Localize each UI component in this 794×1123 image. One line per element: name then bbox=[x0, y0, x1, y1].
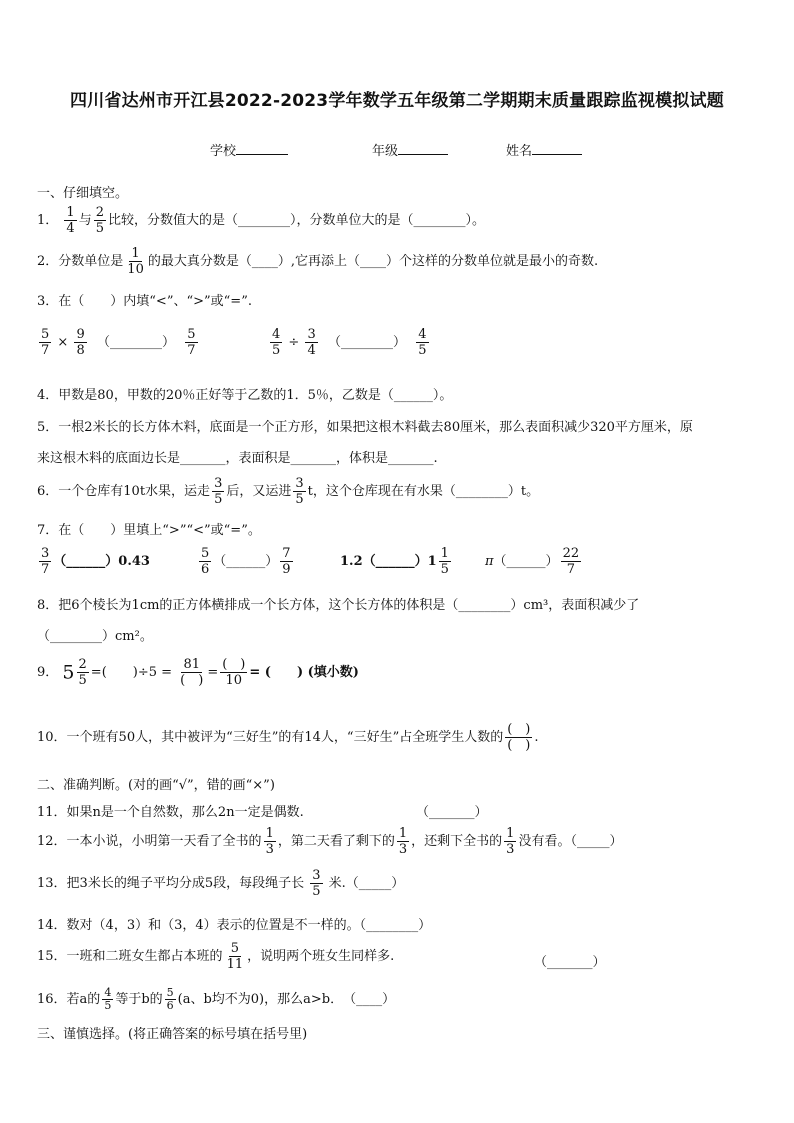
question-15: 15．一班和二班女生都占本班的 $\frac{5}{11}$ ，说明两个班女生同样多. bbox=[37, 941, 395, 972]
question-1: 1． $\frac{1}{4}$ 与 $\frac{2}{5}$ 比较，分数值大的是（________），分数单位大的是（________）。 bbox=[37, 205, 486, 236]
answer-blank[interactable]: （________） bbox=[328, 335, 407, 350]
question-7-item-3: 1.2（______）1 $\frac{1}{5}$ bbox=[340, 546, 449, 577]
question-3-item-a: $\frac{5}{7}$ × $\frac{9}{8}$ （________） $\frac{5}{7}$ bbox=[41, 327, 196, 358]
question-3: 3．在（ ）内填“<”、“>”或“=”. bbox=[37, 294, 252, 309]
question-5-line-2: 来这根木料的底面边长是_______，表面积是_______，体积是_______. bbox=[37, 451, 438, 466]
question-5: 5．一根2米长的长方体木料，底面是一个正方形，如果把这根木料截去80厘米，那么表面积减少320平方厘米，原 bbox=[37, 420, 693, 435]
name-field[interactable]: 姓名 bbox=[506, 140, 582, 159]
question-7: 7．在（ ）里填上“>”“<”或“=”。 bbox=[37, 523, 261, 538]
question-7-item-2: $\frac{5}{6}$ （______） $\frac{7}{9}$ bbox=[201, 546, 291, 577]
question-8-line-2: （________）cm²。 bbox=[37, 629, 153, 644]
question-7-item-1: $\frac{3}{7}$ （______）0.43 bbox=[41, 546, 150, 577]
question-16: 16．若a的 $\frac{4}{5}$ 等于b的 $\frac{5}{6}$ (a、b均不为0)，那么a>b． （____） bbox=[37, 986, 396, 1012]
grade-field[interactable]: 年级 bbox=[372, 140, 448, 159]
answer-blank[interactable]: （________） bbox=[97, 335, 176, 350]
section-2-heading: 二、准确判断。(对的画“√”，错的画“×”) bbox=[37, 778, 275, 793]
question-11: 11．如果n是一个自然数，那么2n一定是偶数. bbox=[37, 805, 304, 820]
fraction: $\frac{1}{10}$ bbox=[127, 246, 144, 277]
page-title: 四川省达州市开江县2022-2023学年数学五年级第二学期期末质量跟踪监视模拟试题 bbox=[70, 91, 724, 111]
fraction: $\frac{2}{5}$ bbox=[95, 205, 104, 236]
question-7-item-4: π（______） $\frac{22}{7}$ bbox=[485, 546, 580, 577]
question-3-item-b: $\frac{4}{5}$ ÷ $\frac{3}{4}$ （________） $\frac{4}{5}$ bbox=[272, 327, 427, 358]
question-6: 6．一个仓库有10t水果，运走 $\frac{3}{5}$ 后，又运进 $\frac{3}{5}$ t，这个仓库现在有水果（________）t。 bbox=[37, 476, 540, 507]
question-11-answer[interactable]: （_______） bbox=[416, 805, 488, 820]
question-4: 4．甲数是80，甲数的20％正好等于乙数的1．5％，乙数是（______）。 bbox=[37, 388, 453, 403]
question-14: 14．数对（4，3）和（3，4）表示的位置是不一样的。（________） bbox=[37, 918, 432, 933]
question-13: 13．把3米长的绳子平均分成5段，每段绳子长 $\frac{3}{5}$ 米.（_____） bbox=[37, 868, 405, 899]
section-1-heading: 一、仔细填空。 bbox=[37, 186, 129, 201]
question-12: 12．一本小说，小明第一天看了全书的 $\frac{1}{3}$ ，第二天看了剩下的 $\frac{1}{3}$ ，还剩下全书的 $\frac{1}{3}$ 没有看。（_____） bbox=[37, 826, 623, 857]
question-8: 8．把6个棱长为1cm的正方体横排成一个长方体，这个长方体的体积是（________）cm³，表面积减少了 bbox=[37, 598, 640, 613]
school-field[interactable]: 学校 bbox=[210, 140, 288, 159]
question-9: 9． 5 $\frac{2}{5}$ =( )÷5 = $\frac{81}{( )}$ = $\frac{( )}{10}$ = ( ) (填小数) bbox=[37, 657, 359, 688]
question-2: 2．分数单位是 $\frac{1}{10}$ 的最大真分数是（____）,它再添上（____）个这样的分数单位就是最小的奇数. bbox=[37, 246, 599, 277]
fraction: $\frac{1}{4}$ bbox=[66, 205, 75, 236]
section-3-heading: 三、谨慎选择。(将正确答案的标号填在括号里) bbox=[37, 1027, 308, 1042]
question-10: 10．一个班有50人，其中被评为“三好生”的有14人，“三好生”占全班学生人数的 $\frac{( )}{( )}$ . bbox=[37, 722, 539, 753]
question-15-answer[interactable]: （_______） bbox=[534, 955, 606, 970]
